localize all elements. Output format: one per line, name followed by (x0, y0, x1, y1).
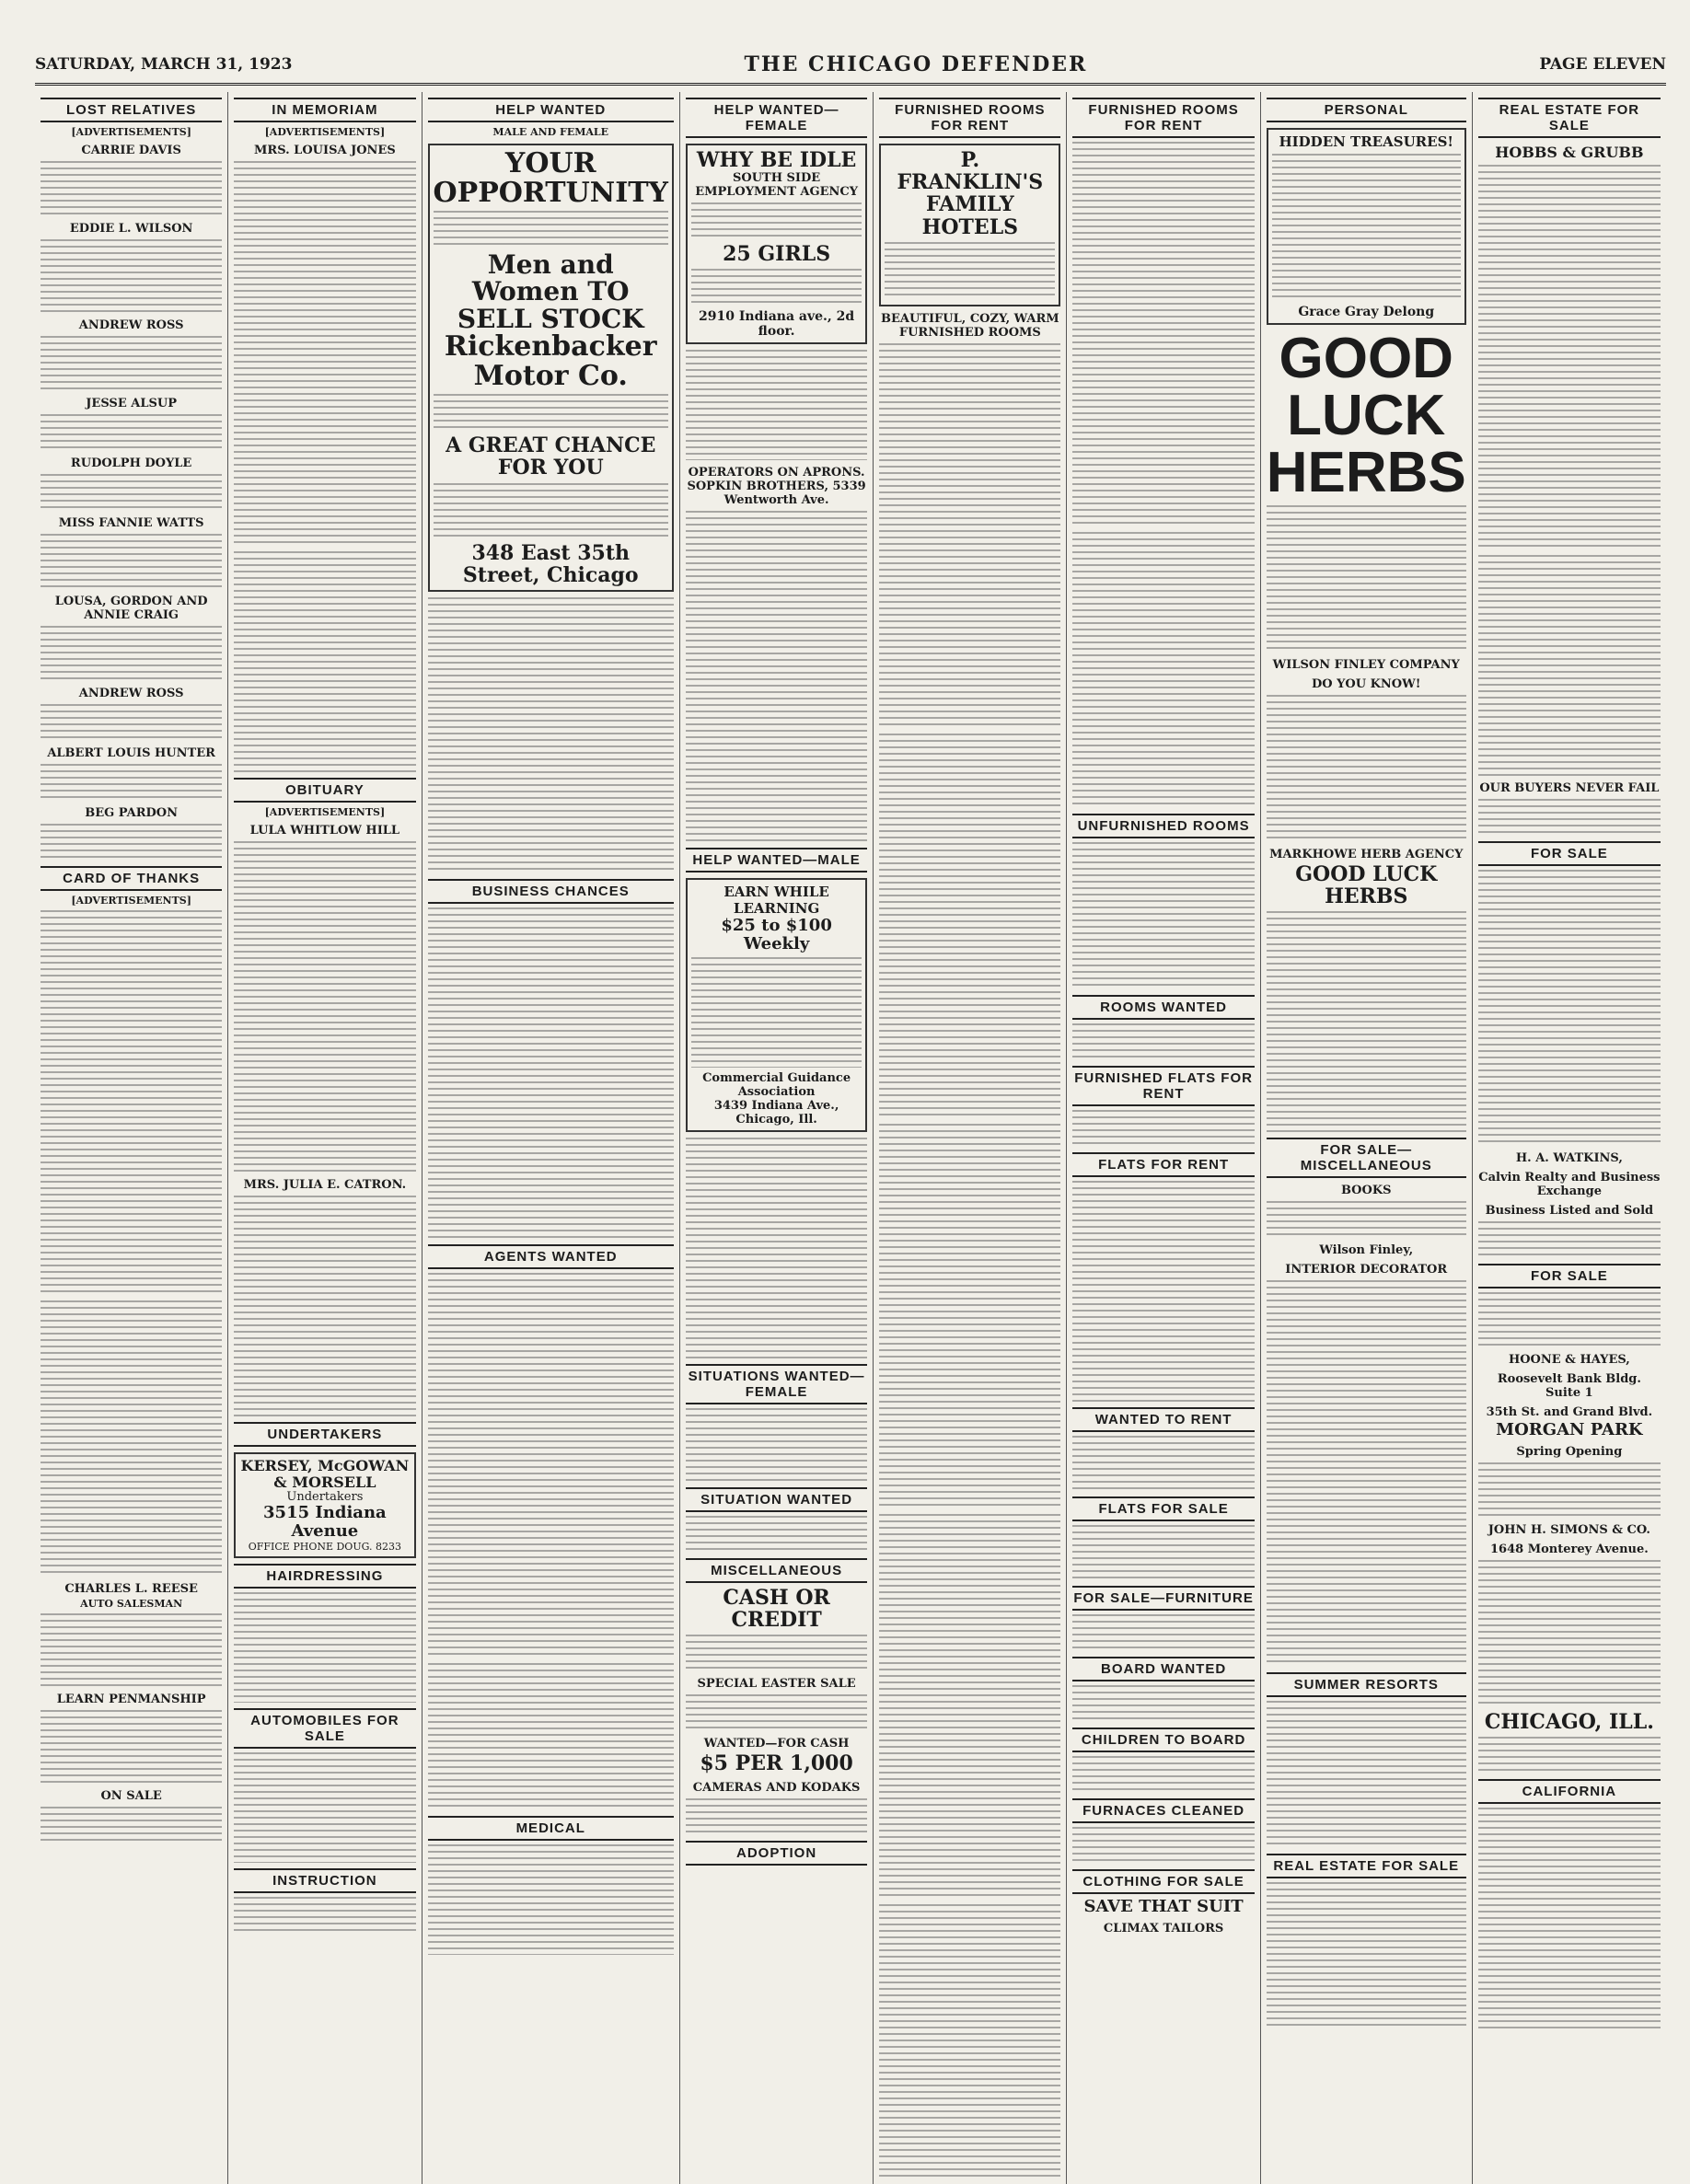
section-heading: FOR SALE—MISCELLANEOUS (1267, 1138, 1466, 1178)
section-heading: FLATS FOR SALE (1072, 1496, 1254, 1521)
text-block (428, 1273, 674, 1659)
ad-chance: A GREAT CHANCE FOR YOU (446, 433, 656, 480)
notice-name: ANDREW ROSS (78, 318, 184, 332)
notice-name: ON SALE (100, 1789, 162, 1803)
text-block (1072, 1614, 1254, 1651)
section-heading: BOARD WANTED (1072, 1657, 1254, 1681)
notice-name: JOHN H. SIMONS & CO. (1487, 1522, 1650, 1537)
notice-name: BEAUTIFUL, COZY, WARM FURNISHED ROOMS (880, 311, 1059, 340)
text-block (1072, 1110, 1254, 1147)
section-heading: REAL ESTATE FOR SALE (1478, 98, 1661, 138)
ad-men-women: Men and Women TO SELL STOCK (457, 249, 644, 334)
notice-name: MRS. JULIA E. CATRON. (243, 1178, 407, 1192)
notice-name: DO YOU KNOW! (1312, 677, 1421, 691)
paper-title: THE CHICAGO DEFENDER (744, 52, 1088, 76)
ad-address: 348 East 35th Street, Chicago (462, 540, 639, 587)
section-heading: OBITUARY (234, 778, 415, 803)
section-heading: HELP WANTED—FEMALE (686, 98, 867, 138)
text-block (1072, 1827, 1254, 1864)
ad-address: 3439 Indiana Ave., Chicago, Ill. (713, 1098, 839, 1127)
text-block (434, 211, 668, 248)
notice-name: CHARLES L. REESE (64, 1582, 198, 1596)
text-block (41, 910, 222, 1297)
section-heading: SITUATIONS WANTED—FEMALE (686, 1364, 867, 1404)
text-block (1478, 1221, 1661, 1258)
text-block (428, 597, 674, 873)
notice-name: RUDOLPH DOYLE (70, 456, 192, 470)
text-block (1267, 1701, 1466, 1848)
section-heading: ADOPTION (686, 1841, 867, 1866)
text-block (1072, 1436, 1254, 1491)
section-heading: FURNISHED ROOMS FOR RENT (1072, 98, 1254, 138)
section-heading: FOR SALE (1478, 841, 1661, 866)
text-block (1267, 1201, 1466, 1238)
section-heading: CLOTHING FOR SALE (1072, 1869, 1254, 1894)
section-heading: FOR SALE (1478, 1264, 1661, 1288)
text-block (41, 824, 222, 861)
commercial-guidance-ad (686, 878, 867, 1132)
masthead (35, 46, 1666, 86)
text-block (1072, 142, 1254, 528)
text-block (234, 1196, 415, 1416)
column-6 (1067, 92, 1260, 2184)
notice-name: OPERATORS ON APRONS. SOPKIN BROTHERS, 5339 Wentworth Ave. (687, 466, 866, 508)
ad-address: 2910 Indiana ave., 2d floor. (699, 309, 855, 340)
text-block (234, 841, 415, 1173)
good-luck-herbs-banner: GOOD LUCK HERBS (1266, 327, 1466, 504)
text-block (1478, 1560, 1661, 1707)
text-block (41, 534, 222, 589)
column-5 (874, 92, 1067, 2184)
section-heading: ROOMS WANTED (1072, 995, 1254, 1020)
text-block (434, 483, 668, 538)
text-block (1478, 165, 1661, 551)
columns (35, 92, 1666, 2090)
text-block (686, 511, 867, 842)
notice-name: LEARN PENMANSHIP (56, 1693, 206, 1706)
text-block (1072, 1181, 1254, 1402)
section-heading: MISCELLANEOUS (686, 1558, 867, 1583)
text-block (1478, 1808, 1661, 2028)
text-block (1072, 1023, 1254, 1060)
text-block (41, 414, 222, 451)
notice-name: WANTED—FOR CASH (703, 1737, 850, 1751)
text-block (1267, 505, 1466, 653)
text-block (234, 1752, 415, 1863)
ad-headline: YOUR OPPORTUNITY (433, 147, 668, 209)
ad-morgan-park: MORGAN PARK (1496, 1420, 1643, 1439)
text-block (1478, 1462, 1661, 1518)
notice-name: JESSE ALSUP (86, 397, 177, 410)
section-heading: WANTED TO RENT (1072, 1407, 1254, 1432)
text-block (686, 1516, 867, 1553)
notice-name: MARKHOWE HERB AGENCY (1269, 848, 1464, 861)
ad-headline: WHY BE IDLE (696, 148, 857, 172)
notice-name: CAMERAS AND KODAKS (692, 1780, 861, 1795)
notice-name: OUR BUYERS NEVER FAIL (1479, 781, 1660, 795)
notice-name: WILSON FINLEY COMPANY (1272, 658, 1460, 672)
ad-cash-credit: CASH OR CREDIT (723, 1585, 830, 1633)
notice-name: Spring Opening (1516, 1444, 1623, 1459)
notice-name: Wilson Finley, (1319, 1243, 1414, 1258)
section-heading: CALIFORNIA (1478, 1779, 1661, 1804)
text-block (428, 907, 674, 1239)
notice-name: ANDREW ROSS (78, 687, 184, 700)
section-heading: FURNISHED ROOMS FOR RENT (879, 98, 1060, 138)
notice-name: SPECIAL EASTER SALE (697, 1677, 856, 1692)
text-block (879, 1514, 1060, 1901)
text-block (41, 1300, 222, 1577)
notice-name: HOONE & HAYES, (1508, 1353, 1630, 1367)
text-block (1072, 1756, 1254, 1793)
text-block (686, 350, 867, 460)
ad-headline: P. FRANKLIN'S FAMILY HOTELS (897, 148, 1044, 239)
ad-name: Grace Gray Delong (1298, 305, 1435, 319)
section-heading: FOR SALE—FURNITURE (1072, 1586, 1254, 1611)
section-heading: BUSINESS CHANCES (428, 879, 674, 904)
column-8 (1473, 92, 1666, 2184)
notice-name: LULA WHITLOW HILL (249, 824, 400, 838)
section-sub: [ADVERTISEMENTS] (264, 126, 386, 138)
notice-name: MISS FANNIE WATTS (58, 516, 204, 530)
section-heading: MEDICAL (428, 1816, 674, 1841)
column-2 (228, 92, 422, 2184)
undertaker-ad (234, 1452, 415, 1558)
section-heading: FLATS FOR RENT (1072, 1152, 1254, 1177)
text-block (1072, 1685, 1254, 1722)
ad-girls: 25 GIRLS (723, 242, 831, 267)
section-sub: MALE AND FEMALE (492, 126, 609, 138)
column-3 (422, 92, 680, 2184)
text-block (691, 957, 862, 1068)
notice-name: HOBBS & GRUBB (1495, 144, 1644, 161)
page-number: PAGE ELEVEN (1539, 55, 1666, 74)
text-block (1478, 1737, 1661, 1774)
section-heading: INSTRUCTION (234, 1868, 415, 1893)
text-block (41, 474, 222, 511)
notice-name: Roosevelt Bank Bldg. Suite 1 (1497, 1372, 1641, 1400)
text-block (1272, 154, 1461, 301)
ad-herbs: GOOD LUCK HERBS (1295, 862, 1438, 909)
section-heading: FURNISHED FLATS FOR RENT (1072, 1066, 1254, 1106)
text-block (1267, 911, 1466, 1132)
notice-name: BOOKS (1340, 1184, 1392, 1198)
text-block (879, 1124, 1060, 1510)
text-block (41, 1710, 222, 1784)
franklin-hotels-ad (879, 144, 1060, 306)
ad-chicago: CHICAGO, ILL. (1484, 1709, 1654, 1734)
text-block (1478, 870, 1661, 1146)
notice-name: CLIMAX TAILORS (1103, 1921, 1224, 1936)
text-block (879, 1904, 1060, 2180)
text-block (686, 1138, 867, 1358)
text-block (41, 1613, 222, 1687)
text-block (1072, 842, 1254, 989)
notice-name: CARRIE DAVIS (81, 144, 181, 157)
section-sub: [ADVERTISEMENTS] (264, 806, 386, 818)
issue-date: SATURDAY, MARCH 31, 1923 (35, 55, 293, 74)
column-1 (35, 92, 228, 2184)
text-block (691, 269, 862, 306)
ad-headline: EARN WHILE LEARNING (723, 884, 829, 918)
section-heading: IN MEMORIAM (234, 98, 415, 122)
notice-name: 35th St. and Grand Blvd. (1486, 1405, 1653, 1419)
employment-agency-ad (686, 144, 867, 344)
hidden-treasures-ad (1267, 128, 1466, 325)
ad-pay: $25 to $100 Weekly (721, 916, 832, 954)
text-block (41, 764, 222, 801)
text-block (1478, 799, 1661, 836)
ad-line: Undertakers (286, 1490, 364, 1505)
text-block (1478, 1292, 1661, 1347)
text-block (41, 1807, 222, 1843)
notice-name: H. A. WATKINS, (1515, 1151, 1623, 1165)
notice-name: ALBERT LOUIS HUNTER (47, 746, 215, 760)
ad-title: KERSEY, McGOWAN & MORSELL (240, 1457, 410, 1491)
column-7 (1261, 92, 1473, 2184)
section-heading: UNFURNISHED ROOMS (1072, 814, 1254, 838)
text-block (1267, 1882, 1466, 2029)
text-block (428, 1844, 674, 1955)
section-heading: CARD OF THANKS (41, 866, 222, 891)
column-4 (680, 92, 874, 2184)
text-block (41, 161, 222, 216)
text-block (41, 704, 222, 741)
section-heading: HELP WANTED—MALE (686, 848, 867, 872)
section-heading: LOST RELATIVES (41, 98, 222, 122)
text-block (428, 1663, 674, 1810)
notice-name: Business Listed and Sold (1485, 1204, 1654, 1218)
text-block (879, 734, 1060, 1120)
ad-price: $5 PER 1,000 (700, 1751, 853, 1776)
text-block (41, 626, 222, 681)
text-block (686, 1635, 867, 1671)
notice-name: BEG PARDON (85, 806, 178, 820)
text-block (1267, 695, 1466, 842)
ad-company: Rickenbacker Motor Co. (444, 330, 657, 392)
section-heading: FURNACES CLEANED (1072, 1798, 1254, 1823)
section-heading: AUTOMOBILES FOR SALE (234, 1708, 415, 1749)
text-block (686, 1694, 867, 1731)
rickenbacker-ad (428, 144, 674, 592)
text-block (434, 394, 668, 431)
section-heading: UNDERTAKERS (234, 1422, 415, 1447)
section-sub: AUTO SALESMAN (80, 1598, 183, 1610)
text-block (1072, 532, 1254, 808)
section-heading: HAIRDRESSING (234, 1564, 415, 1589)
section-heading: REAL ESTATE FOR SALE (1267, 1854, 1466, 1878)
text-block (41, 239, 222, 313)
ad-save-suit: SAVE THAT SUIT (1083, 1897, 1244, 1916)
text-block (1072, 1525, 1254, 1580)
text-block (879, 343, 1060, 730)
ad-agency: SOUTH SIDE EMPLOYMENT AGENCY (695, 171, 858, 200)
text-block (686, 1408, 867, 1482)
ad-phone: OFFICE PHONE DOUG. 8233 (248, 1540, 401, 1553)
text-block (234, 1897, 415, 1934)
text-block (234, 161, 415, 548)
text-block (1267, 1280, 1466, 1667)
text-block (885, 242, 1055, 297)
section-heading: AGENTS WANTED (428, 1244, 674, 1269)
notice-name: Calvin Realty and Business Exchange (1478, 1171, 1661, 1198)
notice-name: LOUSA, GORDON AND ANNIE CRAIG (54, 595, 208, 622)
text-block (234, 551, 415, 772)
text-block (234, 1592, 415, 1703)
notice-name: 1648 Monterey Avenue. (1489, 1542, 1649, 1556)
section-heading: SITUATION WANTED (686, 1487, 867, 1512)
section-sub: [ADVERTISEMENTS] (71, 126, 191, 138)
notice-name: INTERIOR DECORATOR (1285, 1263, 1448, 1277)
section-heading: CHILDREN TO BOARD (1072, 1728, 1254, 1752)
section-heading: SUMMER RESORTS (1267, 1672, 1466, 1697)
ad-headline: HIDDEN TREASURES! (1279, 133, 1453, 150)
section-heading: PERSONAL (1267, 98, 1466, 122)
notice-name: MRS. LOUISA JONES (254, 144, 396, 157)
text-block (686, 1798, 867, 1835)
ad-org: Commercial Guidance Association (702, 1070, 851, 1099)
section-heading: HELP WANTED (428, 98, 674, 122)
text-block (691, 202, 862, 239)
section-sub: [ADVERTISEMENTS] (71, 895, 191, 907)
text-block (41, 336, 222, 391)
text-block (1478, 555, 1661, 776)
notice-name: EDDIE L. WILSON (69, 222, 193, 236)
ad-address: 3515 Indiana Avenue (263, 1503, 387, 1541)
